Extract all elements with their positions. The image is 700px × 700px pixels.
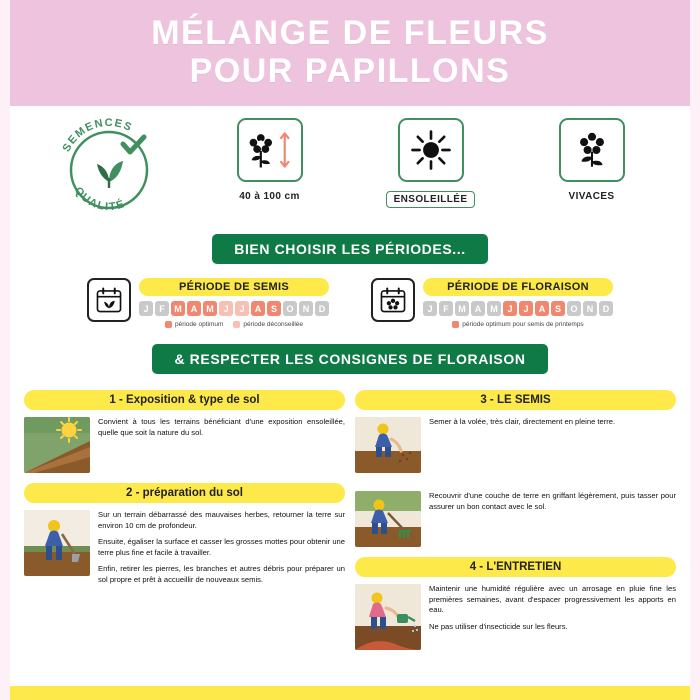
month-cell: A: [535, 301, 549, 316]
step-1-title: 1 - Exposition & type de sol: [24, 390, 345, 410]
step-2-paragraph: Sur un terrain débarrassé des mauvaises herbes, retourner la terre sur environ 10 cm de profondeur.: [98, 510, 345, 530]
step-3-paragraph: Semer à la volée, très clair, directement en pleine terre.: [429, 417, 616, 426]
step-2-paragraph: Ensuite, égaliser la surface et casser les grosses mottes pour obtenir une terre plus fine et facile à travailler.: [98, 537, 345, 557]
banner-periods: BIEN CHOISIR LES PÉRIODES...: [212, 234, 488, 264]
month-cell: F: [439, 301, 453, 316]
badge-height: [195, 118, 345, 202]
period-sowing-months: [139, 301, 329, 316]
month-cell: M: [171, 301, 185, 316]
month-cell: S: [267, 301, 281, 316]
month-cell: J: [139, 301, 153, 316]
steps-column-left: [24, 380, 345, 659]
legend-swatch: [233, 321, 240, 328]
month-cell: S: [551, 301, 565, 316]
step-1-paragraph: Convient à tous les terrains bénéficiant d'une exposition ensoleillée, quelle que soit la nature du sol.: [98, 417, 345, 437]
person-digging-photo: [24, 510, 90, 576]
sunny-field-photo: [24, 417, 90, 473]
banner-instructions: & RESPECTER LES CONSIGNES DE FLORAISON: [152, 344, 547, 374]
page-title: [10, 14, 690, 90]
poster-header: [10, 0, 690, 106]
step-3-text: [429, 417, 615, 473]
person-sowing-photo: [355, 417, 421, 473]
month-cell: J: [503, 301, 517, 316]
period-flowering-title: PÉRIODE DE FLORAISON: [423, 278, 613, 296]
step-2-paragraph: Enfin, retirer les pierres, les branches et autres débris pour préparer un sol propre et prêt à accueillir de nouveaux semis.: [98, 564, 345, 584]
bottom-band: [10, 686, 690, 700]
step-3b-row: [355, 491, 676, 547]
legend-swatch: [452, 321, 459, 328]
periods-section: [10, 264, 690, 332]
sun-icon: [398, 118, 464, 182]
step-3b-paragraph: Recouvrir d'une couche de terre en griffant légèrement, puis tasser pour assurer un bon contact avec le sol.: [429, 491, 676, 511]
month-cell: M: [487, 301, 501, 316]
step-2-title: 2 - préparation du sol: [24, 483, 345, 503]
month-cell: J: [219, 301, 233, 316]
step-4-title: 4 - L'ENTRETIEN: [355, 557, 676, 577]
month-cell: A: [471, 301, 485, 316]
legend-item: [233, 321, 303, 328]
calendar-seed-icon: [87, 278, 131, 322]
step-1-text: [98, 417, 345, 473]
calendar-flower-icon: [371, 278, 415, 322]
person-raking-photo: [355, 491, 421, 547]
legend-label: période déconseillée: [243, 321, 304, 328]
month-cell: J: [423, 301, 437, 316]
period-flowering-legend: [423, 321, 613, 328]
month-cell: M: [203, 301, 217, 316]
step-3-row: [355, 417, 676, 473]
badge-lifecycle-label: VIVACES: [568, 191, 615, 202]
month-cell: D: [599, 301, 613, 316]
month-cell: A: [251, 301, 265, 316]
steps-column-right: [355, 380, 676, 659]
month-cell: D: [315, 301, 329, 316]
period-sowing: [87, 278, 329, 328]
legend-swatch: [165, 321, 172, 328]
flower-height-icon: [237, 118, 303, 182]
step-4-paragraph: Maintenir une humidité régulière avec un arrosage en pluie fine les premières semaines, avant d'espacer progressivement les apports en eau.: [429, 584, 676, 614]
perennial-flower-icon: [559, 118, 625, 182]
step-3-title: 3 - LE SEMIS: [355, 390, 676, 410]
quality-seal-icon: [57, 118, 161, 222]
legend-label: période optimum: [174, 321, 224, 328]
period-sowing-title: PÉRIODE DE SEMIS: [139, 278, 329, 296]
quality-seal: [34, 118, 184, 222]
month-cell: N: [299, 301, 313, 316]
title-line-1: MÉLANGE DE FLEURS: [151, 14, 549, 52]
badge-lifecycle: [517, 118, 667, 202]
step-4-row: [355, 584, 676, 650]
legend-item: [452, 321, 583, 328]
step-2-row: [24, 510, 345, 585]
person-watering-photo: [355, 584, 421, 650]
badge-exposure-label: ENSOLEILLÉE: [386, 191, 476, 208]
step-2-text: [98, 510, 345, 585]
period-flowering: [371, 278, 613, 328]
legend-item: [165, 321, 223, 328]
step-1-row: [24, 417, 345, 473]
step-4-paragraph: Ne pas utiliser d'insecticide sur les fleurs.: [429, 621, 568, 631]
month-cell: F: [155, 301, 169, 316]
badge-height-label: 40 à 100 cm: [239, 191, 300, 202]
badge-exposure: [356, 118, 506, 208]
steps-section: [10, 374, 690, 659]
svg-text:SEMENCES: SEMENCES: [60, 118, 134, 154]
svg-text:QUALITÉ: QUALITÉ: [71, 185, 127, 214]
step-3b-text: [429, 491, 676, 547]
month-cell: J: [519, 301, 533, 316]
legend-label: période optimum pour semis de printemps: [462, 321, 584, 328]
period-sowing-legend: [139, 321, 329, 328]
month-cell: N: [583, 301, 597, 316]
title-line-2: POUR PAPILLONS: [189, 52, 511, 90]
month-cell: J: [235, 301, 249, 316]
month-cell: M: [455, 301, 469, 316]
period-flowering-months: [423, 301, 613, 316]
badge-strip: [10, 106, 690, 228]
month-cell: O: [567, 301, 581, 316]
month-cell: O: [283, 301, 297, 316]
step-4-text: [429, 584, 676, 650]
month-cell: A: [187, 301, 201, 316]
